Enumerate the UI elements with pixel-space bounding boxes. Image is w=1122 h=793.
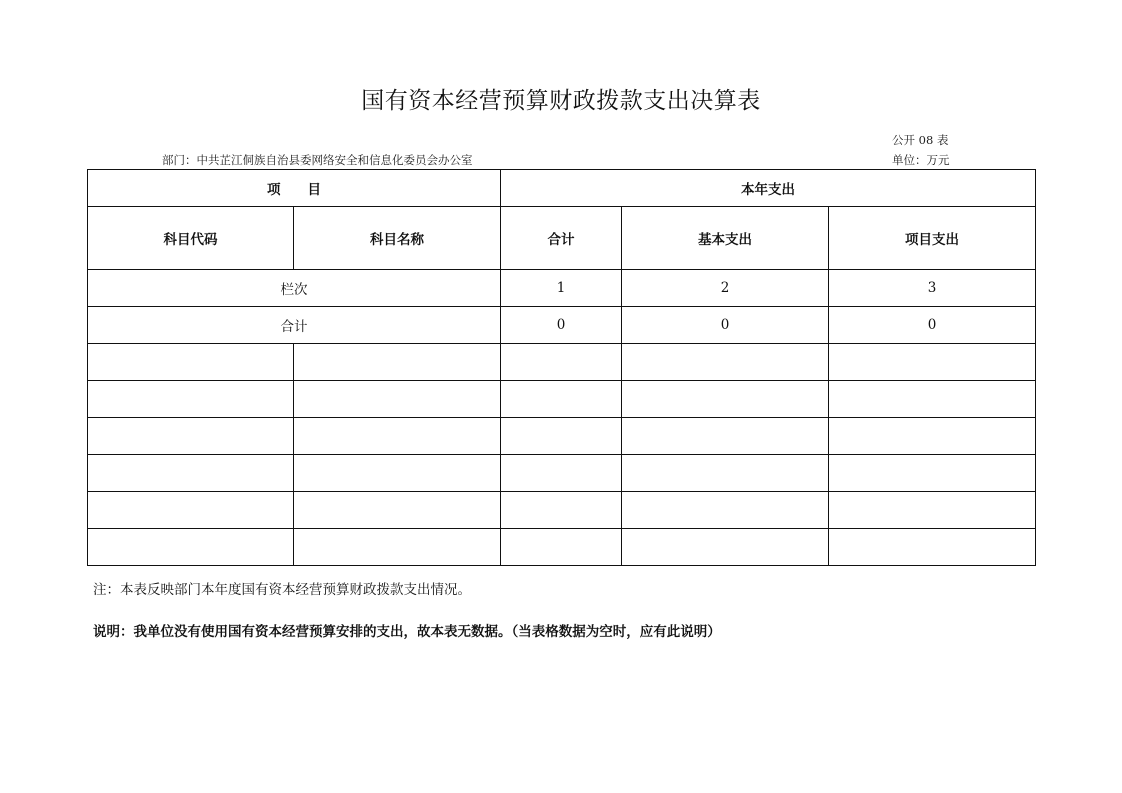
table-cell xyxy=(829,455,1036,492)
table-cell xyxy=(294,418,501,455)
table-cell xyxy=(622,344,829,381)
table-cell xyxy=(622,455,829,492)
page-title: 国有资本经营预算财政拨款支出决算表 xyxy=(361,88,761,114)
table-cell xyxy=(294,381,501,418)
table-cell xyxy=(88,492,294,529)
table-row xyxy=(88,455,1036,492)
table-cell xyxy=(88,418,294,455)
table-row xyxy=(88,492,1036,529)
column-number-3: 3 xyxy=(829,270,1036,307)
expense-table xyxy=(87,169,1036,566)
table-cell xyxy=(622,418,829,455)
column-number-2: 2 xyxy=(622,270,829,307)
project-expense-value: 0 xyxy=(829,307,1036,344)
total-row xyxy=(88,307,1036,344)
column-number-label: 栏次 xyxy=(88,270,501,307)
table-cell xyxy=(829,492,1036,529)
table-cell xyxy=(88,344,294,381)
table-cell xyxy=(294,492,501,529)
table-cell xyxy=(88,529,294,566)
table-row xyxy=(88,344,1036,381)
header-basic-expense: 基本支出 xyxy=(622,207,829,270)
table-cell xyxy=(622,492,829,529)
explanation-text: 说明：我单位没有使用国有资本经营预算安排的支出，故本表无数据。（当表格数据为空时，应有此说明） xyxy=(93,624,721,640)
table-cell xyxy=(622,529,829,566)
table-cell xyxy=(501,381,622,418)
header-project-expense: 项目支出 xyxy=(829,207,1036,270)
basic-expense-value: 0 xyxy=(622,307,829,344)
table-cell xyxy=(294,344,501,381)
total-row-label: 合计 xyxy=(88,307,501,344)
table-cell xyxy=(829,381,1036,418)
total-value: 0 xyxy=(501,307,622,344)
table-cell xyxy=(501,492,622,529)
form-code: 公开 08 表 xyxy=(892,133,949,147)
table-row xyxy=(88,418,1036,455)
header-total: 合计 xyxy=(501,207,622,270)
table-cell xyxy=(88,455,294,492)
table-cell xyxy=(294,529,501,566)
table-header-row-1 xyxy=(88,170,1036,207)
unit-label: 单位：万元 xyxy=(892,153,950,167)
table-cell xyxy=(501,455,622,492)
table-cell xyxy=(294,455,501,492)
table-cell xyxy=(88,381,294,418)
table-cell xyxy=(829,418,1036,455)
table-cell xyxy=(501,529,622,566)
table-note: 注：本表反映部门本年度国有资本经营预算财政拨款支出情况。 xyxy=(93,582,471,598)
header-subject-code: 科目代码 xyxy=(88,207,294,270)
table-cell xyxy=(501,418,622,455)
column-number-row xyxy=(88,270,1036,307)
header-current-year-expense: 本年支出 xyxy=(501,170,1036,207)
table-header-row-2 xyxy=(88,207,1036,270)
header-subject-name: 科目名称 xyxy=(294,207,501,270)
table-cell xyxy=(829,344,1036,381)
table-cell xyxy=(829,529,1036,566)
table-cell xyxy=(501,344,622,381)
table-cell xyxy=(622,381,829,418)
department-label: 部门：中共芷江侗族自治县委网络安全和信息化委员会办公室 xyxy=(162,153,473,167)
table-row xyxy=(88,529,1036,566)
header-project: 项 目 xyxy=(88,170,501,207)
column-number-1: 1 xyxy=(501,270,622,307)
table-row xyxy=(88,381,1036,418)
